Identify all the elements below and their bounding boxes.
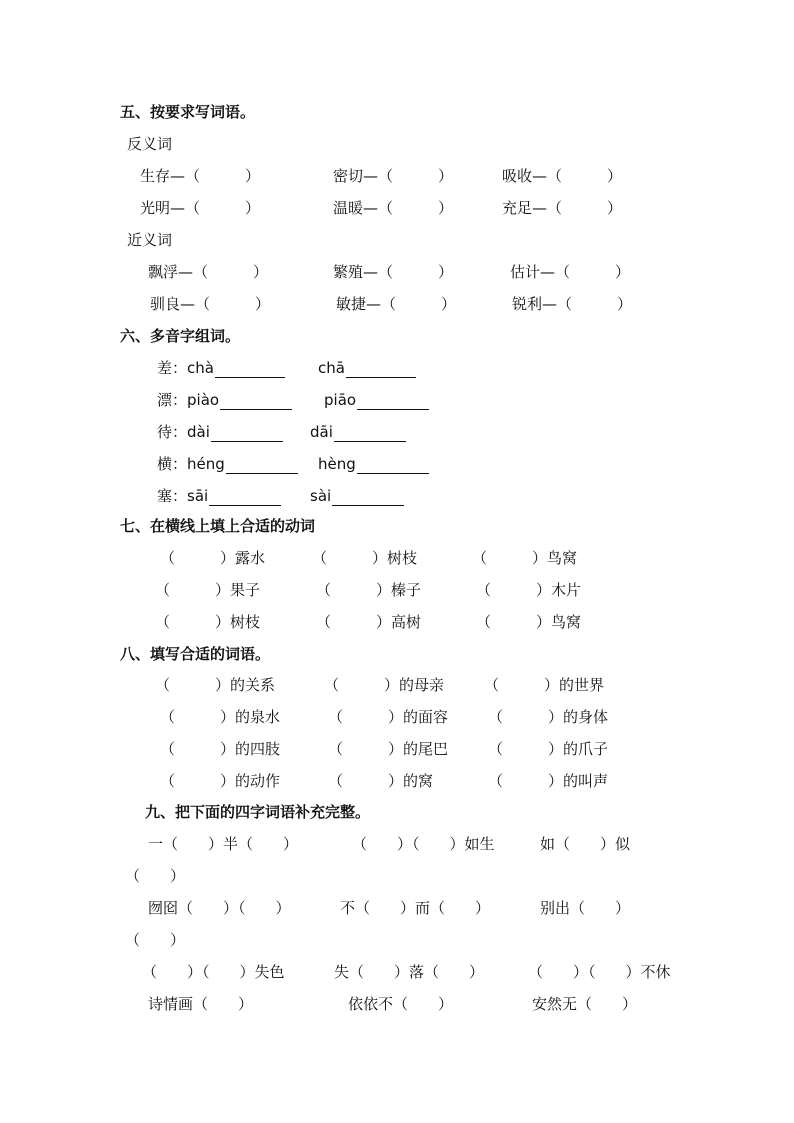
polyphone-char: 待： <box>157 423 188 441</box>
pinyin: sāi <box>187 487 209 505</box>
verb-item: （ ）木片 <box>476 581 582 599</box>
pinyin: piāo <box>324 391 357 409</box>
polyphone-row <box>310 422 406 442</box>
section-5-title: 五、按要求写词语。 <box>120 103 256 121</box>
synonym-item: 估计—（ ） <box>510 263 631 281</box>
answer-blank[interactable] <box>357 458 429 474</box>
polyphone-row <box>157 422 283 442</box>
polyphone-row <box>157 390 292 410</box>
synonym-item: 锐利—（ ） <box>512 295 633 313</box>
pinyin: héng <box>187 455 225 473</box>
polyphone-row <box>318 454 429 474</box>
phrase-item: （ ）的面容 <box>328 708 449 726</box>
antonym-item: 吸收—（ ） <box>502 167 623 185</box>
idiom-item: 依依不（ ） <box>348 995 454 1013</box>
answer-blank[interactable] <box>332 490 404 506</box>
phrase-item: （ ）的窝 <box>328 772 434 790</box>
verb-item: （ ）鸟窝 <box>476 613 582 631</box>
idiom-item: （ ）（ ）如生 <box>352 835 495 853</box>
phrase-item: （ ）的四肢 <box>160 740 281 758</box>
synonym-item: 飘浮—（ ） <box>148 263 269 281</box>
idiom-item: （ ）（ ）不休 <box>528 963 671 981</box>
antonym-item: 温暖—（ ） <box>333 199 454 217</box>
polyphone-char: 横： <box>157 455 188 473</box>
phrase-item: （ ）的叫声 <box>488 772 609 790</box>
answer-blank[interactable] <box>226 458 298 474</box>
pinyin: hèng <box>318 455 356 473</box>
pinyin: chā <box>318 359 345 377</box>
phrase-item: （ ）的尾巴 <box>328 740 449 758</box>
answer-blank[interactable] <box>334 426 406 442</box>
answer-blank[interactable] <box>220 394 292 410</box>
verb-item: （ ）高树 <box>316 613 422 631</box>
polyphone-row <box>157 358 285 378</box>
antonym-item: 密切—（ ） <box>333 167 454 185</box>
verb-item: （ ）鸟窝 <box>472 549 578 567</box>
idiom-wrap: （ ） <box>125 931 186 949</box>
idiom-item: 安然无（ ） <box>532 995 638 1013</box>
pinyin: sài <box>310 487 332 505</box>
phrase-item: （ ）的关系 <box>155 676 276 694</box>
polyphone-char: 塞： <box>157 487 188 505</box>
synonym-item: 敏捷—（ ） <box>336 295 457 313</box>
phrase-item: （ ）的爪子 <box>488 740 609 758</box>
phrase-item: （ ）的身体 <box>488 708 609 726</box>
polyphone-char: 差： <box>157 359 188 377</box>
verb-item: （ ）树枝 <box>312 549 418 567</box>
phrase-item: （ ）的母亲 <box>324 676 445 694</box>
synonym-item: 繁殖—（ ） <box>333 263 454 281</box>
verb-item: （ ）露水 <box>160 549 266 567</box>
polyphone-row <box>318 358 416 378</box>
antonym-item: 生存—（ ） <box>140 167 261 185</box>
polyphone-row <box>157 486 281 506</box>
idiom-item: 别出（ ） <box>540 899 631 917</box>
answer-blank[interactable] <box>346 362 416 378</box>
phrase-item: （ ）的泉水 <box>160 708 281 726</box>
idiom-item: 诗情画（ ） <box>148 995 254 1013</box>
synonym-item: 驯良—（ ） <box>150 295 271 313</box>
antonym-label: 反义词 <box>127 135 173 153</box>
pinyin: dài <box>187 423 210 441</box>
pinyin: chà <box>187 359 214 377</box>
phrase-item: （ ）的动作 <box>160 772 281 790</box>
section-9-title: 九、把下面的四字词语补充完整。 <box>145 803 371 821</box>
idiom-item: （ ）（ ）失色 <box>142 963 285 981</box>
polyphone-row <box>324 390 429 410</box>
verb-item: （ ）榛子 <box>316 581 422 599</box>
idiom-wrap: （ ） <box>125 867 186 885</box>
answer-blank[interactable] <box>215 362 285 378</box>
verb-item: （ ）树枝 <box>155 613 261 631</box>
pinyin: dāi <box>310 423 333 441</box>
pinyin: piào <box>187 391 220 409</box>
antonym-item: 光明—（ ） <box>140 199 261 217</box>
idiom-item: 不（ ）而（ ） <box>340 899 491 917</box>
synonym-label: 近义词 <box>127 231 173 249</box>
answer-blank[interactable] <box>211 426 283 442</box>
answer-blank[interactable] <box>357 394 429 410</box>
phrase-item: （ ）的世界 <box>484 676 605 694</box>
section-8-title: 八、填写合适的词语。 <box>120 645 271 663</box>
idiom-item: 失（ ）落（ ） <box>334 963 485 981</box>
section-6-title: 六、多音字组词。 <box>120 327 241 345</box>
idiom-item: 一（ ）半（ ） <box>148 835 299 853</box>
verb-item: （ ）果子 <box>155 581 261 599</box>
idiom-item: 如（ ）似 <box>540 835 631 853</box>
antonym-item: 充足—（ ） <box>502 199 623 217</box>
section-7-title: 七、在横线上填上合适的动词 <box>120 517 316 535</box>
polyphone-char: 漂： <box>157 391 188 409</box>
polyphone-row <box>310 486 404 506</box>
answer-blank[interactable] <box>209 490 281 506</box>
idiom-item: 囫囵（ ）（ ） <box>148 899 291 917</box>
polyphone-row <box>157 454 298 474</box>
